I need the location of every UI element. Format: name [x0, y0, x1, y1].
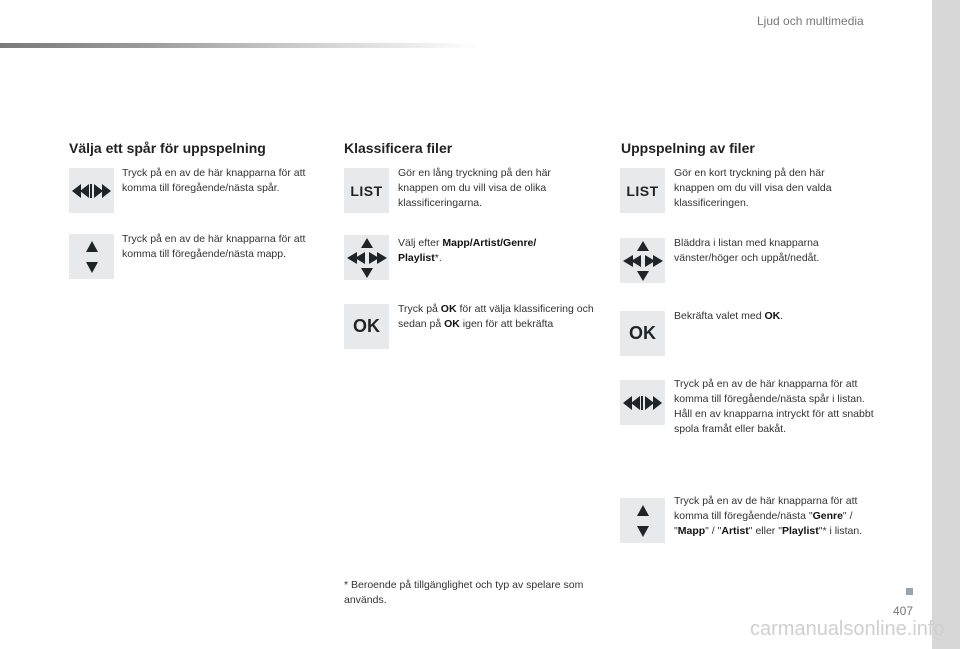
- heading-playback: Uppspelning av filer: [621, 140, 755, 156]
- select-track-text: Tryck på en av de här knapparna för att komma till föregående/nästa spår.: [122, 167, 306, 194]
- playback-track-text: Tryck på en av de här knapparna för att komma till föregående/nästa spår i listan. Håll en av knapparna intryckt för att snabbt spola framåt eller bakåt.: [674, 378, 874, 435]
- list-icon: LIST: [620, 168, 665, 213]
- four-arrows-icon: [620, 238, 665, 283]
- classify-choose-text: Välj efter Mapp/Artist/Genre/ Playlist*.: [398, 237, 537, 264]
- footer-watermark: carmanualsonline.info: [750, 618, 945, 640]
- section-title: Ljud och multimedia: [757, 14, 864, 28]
- playback-ok-text: Bekräfta valet med OK.: [674, 310, 784, 322]
- heading-select-track: Välja ett spår för uppspelning: [69, 140, 266, 156]
- page-marker: [906, 588, 913, 595]
- playback-browse-text: Bläddra i listan med knapparna vänster/höger och uppåt/nedåt.: [674, 237, 820, 264]
- footnote: * Beroende på tillgänglighet och typ av spelare som används.: [344, 579, 584, 606]
- up-down-icon: [620, 498, 665, 543]
- playback-category-text: Tryck på en av de här knapparna för att komma till föregående/nästa "Genre" / "Mapp" / "Artist" eller "Playlist"* i listan.: [674, 495, 863, 537]
- list-icon: LIST: [344, 168, 389, 213]
- select-folder-text: Tryck på en av de här knapparna för att komma till föregående/nästa mapp.: [122, 233, 306, 260]
- header-gradient-bar: [0, 43, 480, 48]
- prev-next-icon: [69, 168, 114, 213]
- ok-icon: OK: [620, 311, 665, 356]
- classify-ok-text: Tryck på OK för att välja klassificering och sedan på OK igen för att bekräfta: [398, 303, 594, 330]
- four-arrows-icon: [344, 235, 389, 280]
- page-side-tab: [932, 0, 960, 649]
- up-down-icon: [69, 234, 114, 279]
- page-number: 407: [893, 604, 914, 618]
- playback-list-text: Gör en kort tryckning på den här knappen om du vill visa den valda klassificeringen.: [674, 167, 832, 209]
- classify-list-text: Gör en lång tryckning på den här knappen om du vill visa de olika klassificeringarna.: [398, 167, 551, 209]
- ok-icon: OK: [344, 304, 389, 349]
- heading-classify-files: Klassificera filer: [344, 140, 453, 156]
- prev-next-icon: [620, 380, 665, 425]
